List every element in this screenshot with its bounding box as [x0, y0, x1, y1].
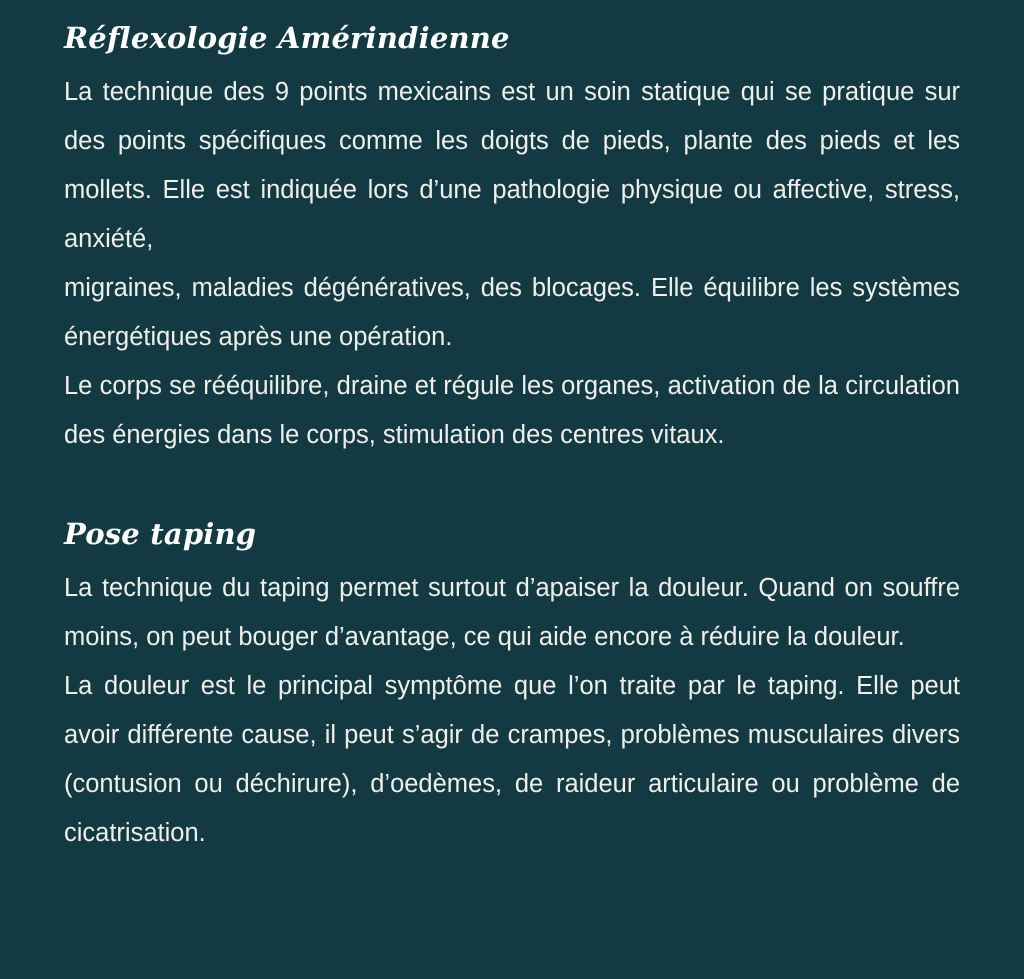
section-title-taping: Pose taping	[64, 517, 257, 551]
reflexology-paragraph-3: Le corps se rééquilibre, draine et régule les organes, activation de la circulation des énergies dans le corps, stimulation des centres vitaux.	[64, 372, 960, 449]
reflexology-paragraph-1: La technique des 9 points mexicains est un soin statique qui se pratique sur des points spécifiques comme les doigts de pieds, plante des pieds et les mollets. Elle est indiquée lors d’une pathologie physique ou affective, stress, anxiété,	[64, 78, 960, 253]
taping-paragraph-2: La douleur est le principal symptôme que l’on traite par le taping. Elle peut avoir différente cause, il peut s’agir de crampes, problèmes musculaires divers (contusion ou déchirure), d’oedèmes, de raideur articulaire ou problème de cicatrisation.	[64, 672, 960, 847]
reflexology-section	[64, 14, 960, 460]
taping-paragraph-1: La technique du taping permet surtout d’apaiser la douleur. Quand on souffre moins, on peut bouger d’avantage, ce qui aide encore à réduire la douleur.	[64, 574, 960, 651]
section-title-reflexology: Réflexologie Amérindienne	[64, 21, 510, 55]
reflexology-paragraph-2: migraines, maladies dégénératives, des blocages. Elle équilibre les systèmes énergétiques après une opération.	[64, 274, 960, 351]
taping-section	[64, 510, 960, 858]
article-content	[64, 14, 960, 858]
